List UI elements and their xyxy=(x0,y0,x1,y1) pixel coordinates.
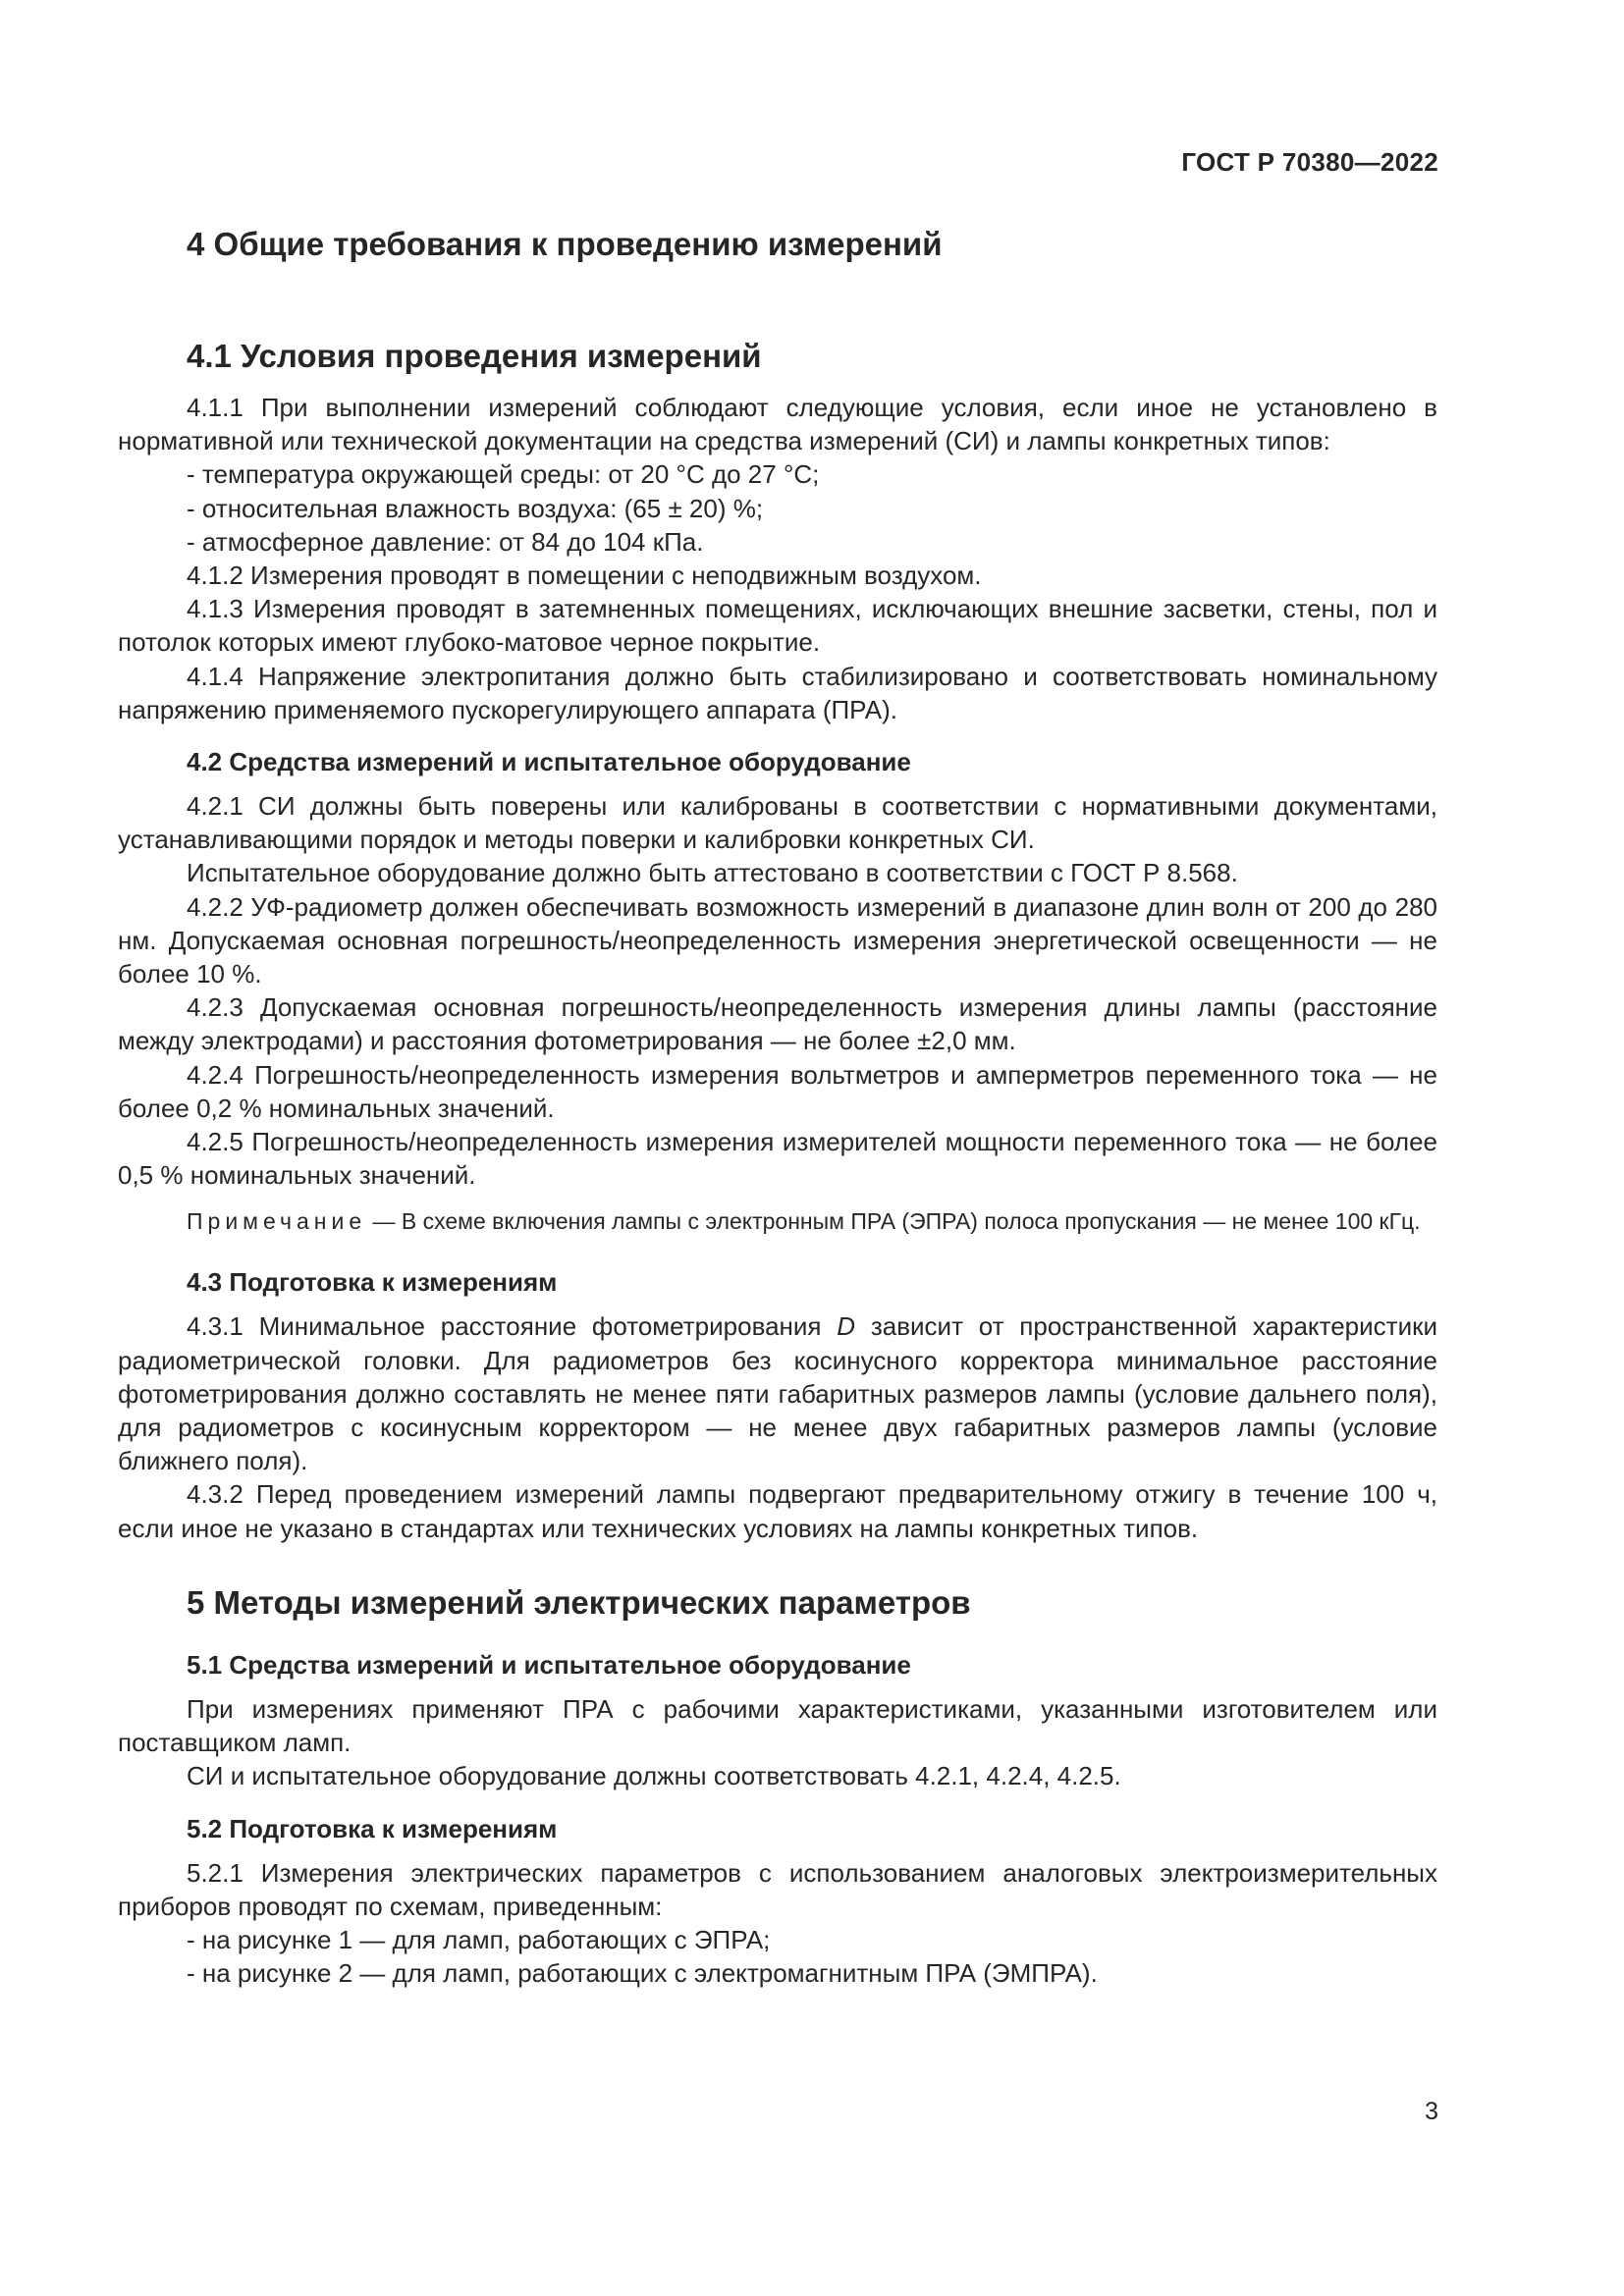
list-item: - атмосферное давление: от 84 до 104 кПа. xyxy=(118,525,1437,559)
paragraph-4-2-1-attestation: Испытательное оборудование должно быть аттестовано в соответствии с ГОСТ Р 8.568. xyxy=(187,858,1238,888)
document-id-header: ГОСТ Р 70380—2022 xyxy=(1181,147,1438,177)
paragraph-5-1-b: СИ и испытательное оборудование должны соответствовать 4.2.1, 4.2.4, 4.2.5. xyxy=(187,1761,1121,1791)
distance-variable: D xyxy=(837,1311,856,1342)
paragraph-4-1-2: 4.1.2 Измерения проводят в помещении с неподвижным воздухом. xyxy=(187,561,982,591)
section-5-2-title: 5.2 Подготовка к измерениям xyxy=(187,1813,558,1843)
note xyxy=(118,1205,1437,1237)
section-5-1-title: 5.1 Средства измерений и испытательное оборудование xyxy=(187,1649,911,1680)
section-4-3-title: 4.3 Подготовка к измерениям xyxy=(187,1267,558,1298)
paragraph-4-2-5: 4.2.5 Погрешность/неопределенность измерения измерителей мощности переменного тока — не более 0,5 % номинальных значений. xyxy=(118,1127,1437,1191)
paragraph-4-2-4: 4.2.4 Погрешность/неопределенность измерения вольтметров и амперметров переменного тока — не более 0,2 % номинальных значений. xyxy=(118,1059,1437,1123)
paragraph-5-2-1: 5.2.1 Измерения электрических параметров с использованием аналоговых электроизмерительных приборов проводят по схемам, приведенным: xyxy=(118,1857,1437,1921)
note-label: Примечание xyxy=(187,1208,367,1235)
paragraph-4-2-2: 4.2.2 УФ-радиометр должен обеспечивать возможность измерений в диапазоне длин волн от 200 до 280 нм. Допускаемая основная погрешность/неопределенность измерения энергетической освещенности — не более 10 %. xyxy=(118,891,1437,989)
section-4-title: 4 Общие требования к проведению измерений xyxy=(187,226,943,262)
paragraph-4-1-4: 4.1.4 Напряжение электропитания должно быть стабилизировано и соответствовать номинальному напряжению применяемого пускорегулирующего аппарата (ПРА). xyxy=(118,661,1437,724)
paragraph-4-3-2: 4.3.2 Перед проведением измерений лампы подвергают предварительному отжигу в течение 100 ч, если иное не указано в стандартах или технических условиях на лампы конкретных типов. xyxy=(118,1479,1437,1543)
paragraph-4-3-1-rest: зависит от пространственной характеристики радиометрической головки. Для радиометров без косинусного корректора минимальное расстояние фотометрирования должно составлять не менее пяти габаритных размеров лампы (условие дальнего поля), для радиометров с косинусным корректором — не менее двух габаритных размеров лампы (условие ближнего поля). xyxy=(118,1311,1437,1476)
note-text: — В схеме включения лампы с электронным ПРА (ЭПРА) полоса пропускания — не менее 100 кГц. xyxy=(366,1208,1421,1235)
list-item: - относительная влажность воздуха: (65 ± 20) %; xyxy=(118,492,1437,525)
paragraph-4-3-1 xyxy=(118,1309,1437,1477)
paragraph-5-1-a: При измерениях применяют ПРА с рабочими характеристиками, указанными изготовителем или поставщиком ламп. xyxy=(118,1693,1437,1758)
paragraph-4-2-1: 4.2.1 СИ должны быть поверены или калиброваны в соответствии с нормативными документами, устанавливающими порядок и методы поверки и калибровки конкретных СИ. xyxy=(118,791,1437,855)
paragraph-4-3-1-start: 4.3.1 Минимальное расстояние фотометрирования xyxy=(187,1311,838,1342)
section-4-2-title: 4.2 Средства измерений и испытательное оборудование xyxy=(187,747,911,777)
list-item: - на рисунке 2 — для ламп, работающих с электромагнитным ПРА (ЭМПРА). xyxy=(118,1956,1437,1990)
section-4-1-title: 4.1 Условия проведения измерений xyxy=(187,338,762,374)
section-5-title: 5 Методы измерений электрических параметров xyxy=(187,1583,971,1621)
page-content xyxy=(118,222,1437,1990)
list-item: - температура окружающей среды: от 20 °С до 27 °С; xyxy=(118,457,1437,491)
paragraph-4-1-3: 4.1.3 Измерения проводят в затемненных помещениях, исключающих внешние засветки, стены, пол и потолок которых имеют глубоко-матовое черное покрытие. xyxy=(118,594,1437,658)
paragraph-4-1-1: 4.1.1 При выполнении измерений соблюдают следующие условия, если иное не установлено в нормативной или технической документации на средства измерений (СИ) и лампы конкретных типов: xyxy=(118,393,1437,456)
list-item: - на рисунке 1 — для ламп, работающих с ЭПРА; xyxy=(118,1923,1437,1956)
page-number: 3 xyxy=(1425,2098,1438,2125)
paragraph-4-2-3: 4.2.3 Допускаемая основная погрешность/неопределенность измерения длины лампы (расстояние между электродами) и расстояния фотометрирования — не более ±2,0 мм. xyxy=(118,992,1437,1056)
